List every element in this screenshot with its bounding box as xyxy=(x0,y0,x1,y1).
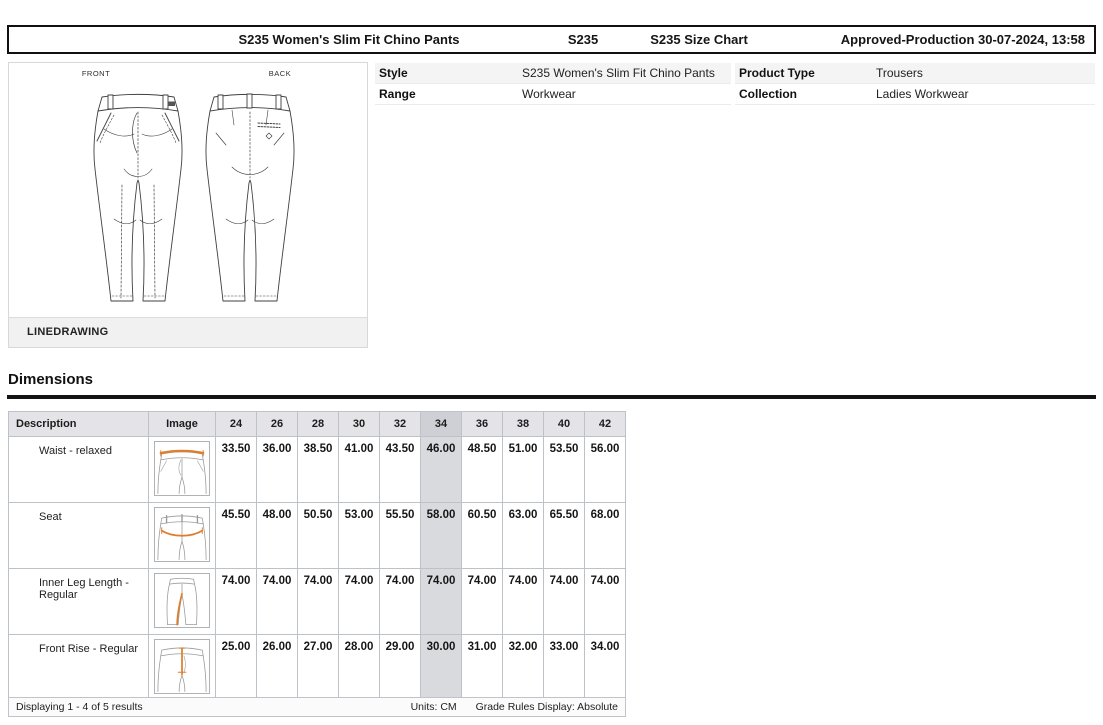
style-details-right xyxy=(735,63,1095,105)
linedrawing-panel xyxy=(8,62,368,348)
column-header-size-40: 40 xyxy=(544,412,585,437)
dimension-row-seat xyxy=(9,503,626,569)
back-view-label: BACK xyxy=(268,69,292,78)
dimension-value-cell: 36.00 xyxy=(257,437,298,503)
dimension-description: Inner Leg Length - Regular xyxy=(9,569,149,635)
dimension-value-cell-base-size: 30.00 xyxy=(421,635,462,701)
detail-row-collection xyxy=(735,84,1095,105)
dimension-value-cell: 53.00 xyxy=(339,503,380,569)
column-header-size-24: 24 xyxy=(216,412,257,437)
grade-rules-label: Grade Rules Display: Absolute xyxy=(475,701,618,713)
dimension-value-cell: 43.50 xyxy=(380,437,421,503)
style-details-left xyxy=(375,63,731,105)
approval-status: Approved-Production 30-07-2024, 13:58 xyxy=(840,32,1085,47)
inner-leg-thumbnail-image xyxy=(154,573,210,628)
dimension-value-cell: 48.50 xyxy=(462,437,503,503)
grid-footer-settings xyxy=(395,701,618,713)
results-count: Displaying 1 - 4 of 5 results xyxy=(16,701,143,713)
column-header-size-30: 30 xyxy=(339,412,380,437)
dimension-value-cell: 29.00 xyxy=(380,635,421,701)
report-header-bar xyxy=(7,25,1096,54)
dimension-image-cell xyxy=(149,437,216,503)
table-header-row xyxy=(9,412,626,437)
dimension-value-cell: 55.50 xyxy=(380,503,421,569)
dimension-value-cell: 74.00 xyxy=(298,569,339,635)
dimension-image-cell xyxy=(149,503,216,569)
dimension-value-cell: 56.00 xyxy=(585,437,626,503)
pants-back-drawing xyxy=(206,94,294,301)
column-header-description: Description xyxy=(9,412,149,437)
dimension-value-cell: 28.00 xyxy=(339,635,380,701)
units-label: Units: CM xyxy=(410,701,457,713)
dimension-description: Seat xyxy=(9,503,149,569)
detail-row-range xyxy=(375,84,731,105)
dimension-value-cell: 32.00 xyxy=(503,635,544,701)
detail-value: Ladies Workwear xyxy=(876,87,969,101)
dimension-value-cell: 31.00 xyxy=(462,635,503,701)
detail-label: Style xyxy=(379,66,408,80)
dimension-value-cell: 38.50 xyxy=(298,437,339,503)
dimension-value-cell: 60.50 xyxy=(462,503,503,569)
column-header-size-32: 32 xyxy=(380,412,421,437)
seat-thumbnail-image xyxy=(154,507,210,562)
column-header-image: Image xyxy=(149,412,216,437)
dimension-value-cell: 41.00 xyxy=(339,437,380,503)
dimension-value-cell: 68.00 xyxy=(585,503,626,569)
dimension-value-cell: 53.50 xyxy=(544,437,585,503)
style-title: S235 Women's Slim Fit Chino Pants xyxy=(238,32,460,47)
column-header-size-36: 36 xyxy=(462,412,503,437)
dimension-value-cell: 33.00 xyxy=(544,635,585,701)
detail-row-style xyxy=(375,63,731,84)
dimension-description: Front Rise - Regular xyxy=(9,635,149,701)
dimension-value-cell: 27.00 xyxy=(298,635,339,701)
column-header-size-28: 28 xyxy=(298,412,339,437)
column-header-size-34-base: 34 xyxy=(421,412,462,437)
dimension-value-cell: 74.00 xyxy=(339,569,380,635)
dimension-value-cell: 74.00 xyxy=(544,569,585,635)
dimension-value-cell: 65.50 xyxy=(544,503,585,569)
dimension-value-cell: 33.50 xyxy=(216,437,257,503)
dimension-value-cell-base-size: 74.00 xyxy=(421,569,462,635)
detail-value: Workwear xyxy=(522,87,576,101)
dimension-value-cell: 50.50 xyxy=(298,503,339,569)
detail-row-product-type xyxy=(735,63,1095,84)
dimensions-divider xyxy=(7,395,1096,399)
dimension-value-cell: 25.00 xyxy=(216,635,257,701)
dimension-value-cell: 74.00 xyxy=(585,569,626,635)
dimension-value-cell: 26.00 xyxy=(257,635,298,701)
dimension-image-cell xyxy=(149,635,216,701)
dimension-value-cell: 63.00 xyxy=(503,503,544,569)
dimension-description: Waist - relaxed xyxy=(9,437,149,503)
dimension-value-cell-base-size: 58.00 xyxy=(421,503,462,569)
dimension-image-cell xyxy=(149,569,216,635)
style-code: S235 xyxy=(567,32,599,47)
pants-linedrawing-image xyxy=(9,79,369,317)
dimension-value-cell: 48.00 xyxy=(257,503,298,569)
grid-footer xyxy=(8,697,626,717)
column-header-size-26: 26 xyxy=(257,412,298,437)
detail-label: Collection xyxy=(739,87,798,101)
front-view-label: FRONT xyxy=(81,69,111,78)
dimensions-grid-scroll-area[interactable] xyxy=(8,411,626,701)
column-header-size-38: 38 xyxy=(503,412,544,437)
waist-thumbnail-image xyxy=(154,441,210,496)
dimension-value-cell: 74.00 xyxy=(462,569,503,635)
dimension-value-cell: 34.00 xyxy=(585,635,626,701)
detail-label: Product Type xyxy=(739,66,815,80)
linedrawing-caption: LINEDRAWING xyxy=(9,317,367,347)
dimension-row-inner-leg xyxy=(9,569,626,635)
dimension-value-cell: 51.00 xyxy=(503,437,544,503)
detail-value: S235 Women's Slim Fit Chino Pants xyxy=(522,66,715,80)
dimensions-table xyxy=(8,411,626,701)
dimension-value-cell: 74.00 xyxy=(503,569,544,635)
detail-value: Trousers xyxy=(876,66,923,80)
front-rise-thumbnail-image xyxy=(154,639,210,694)
dimension-value-cell: 74.00 xyxy=(216,569,257,635)
dimension-row-front-rise xyxy=(9,635,626,701)
dimension-value-cell: 74.00 xyxy=(380,569,421,635)
pants-front-drawing xyxy=(94,94,182,301)
dimension-value-cell: 74.00 xyxy=(257,569,298,635)
dimension-value-cell: 45.50 xyxy=(216,503,257,569)
dimension-row-waist xyxy=(9,437,626,503)
dimensions-section-title: Dimensions xyxy=(8,371,94,388)
column-header-size-42: 42 xyxy=(585,412,626,437)
detail-label: Range xyxy=(379,87,416,101)
report-name: S235 Size Chart xyxy=(650,32,748,47)
dimension-value-cell-base-size: 46.00 xyxy=(421,437,462,503)
